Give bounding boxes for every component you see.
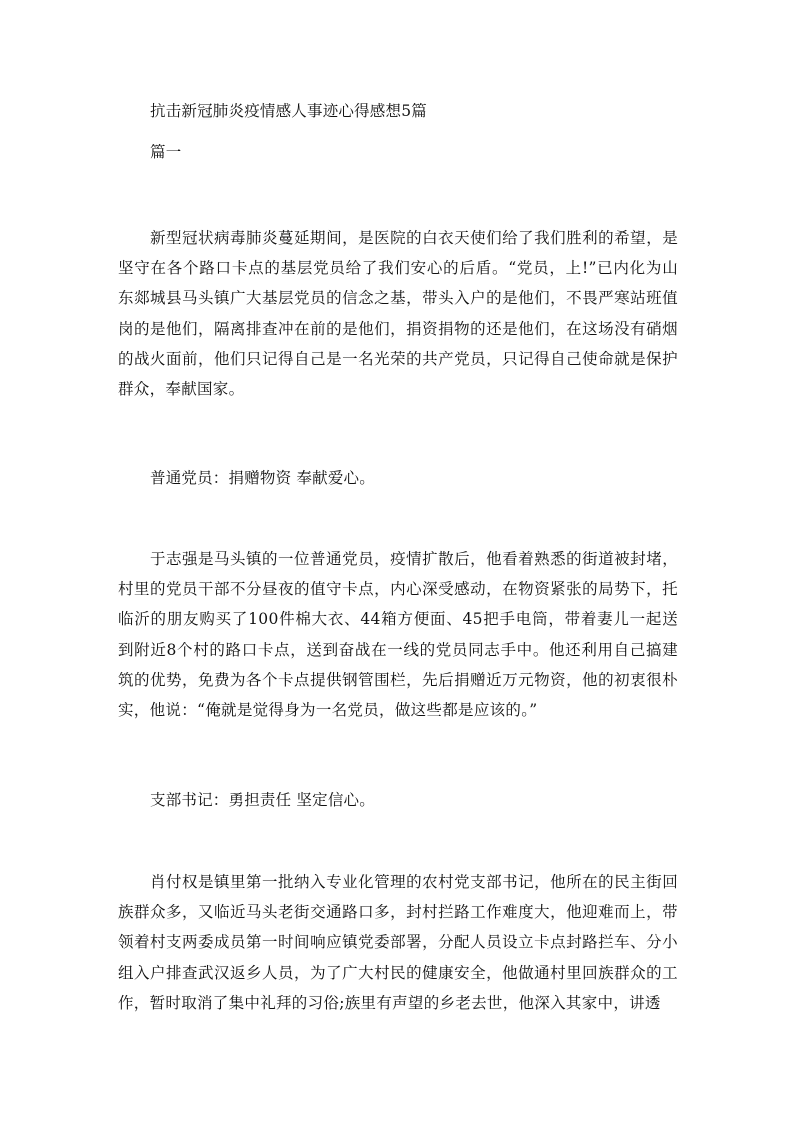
body-paragraph-yu-zhiqiang: 于志强是马头镇的一位普通党员，疫情扩散后，他看着熟悉的街道被封堵，村里的党员干部不分昼夜的值守卡点，内心深受感动，在物资紧张的局势下，托临沂的朋友购买了100件棉大衣、44箱方便面、45把手电筒，带着妻儿一起送到附近8个村的路口卡点，送到奋战在一线的党员同志手中。他还利用自己搞建筑的优势，免费为各个卡点提供钢管围栏，先后捐赠近万元物资，他的初衷很朴实，他说：“俺就是觉得身为一名党员，做这些都是应该的。” — [118, 550, 678, 720]
section-label: 篇一 — [150, 143, 182, 161]
body-paragraph-intro: 新型冠状病毒肺炎蔓延期间，是医院的白衣天使们给了我们胜利的希望，是坚守在各个路口卡点的基层党员给了我们安心的后盾。“党员，上!”已内化为山东郯城县马头镇广大基层党员的信念之基，带头入户的是他们，不畏严寒站班值岗的是他们，隔离排查冲在前的是他们，捐资捐物的还是他们，在这场没有硝烟的战火面前，他们只记得自己是一名光荣的共产党员，只记得自己使命就是保护群众，奉献国家。 — [118, 229, 678, 399]
subheading-branch-secretary: 支部书记：勇担责任 坚定信心。 — [150, 791, 375, 809]
subheading-ordinary-member: 普通党员：捐赠物资 奉献爱心。 — [150, 469, 375, 487]
document-title: 抗击新冠肺炎疫情感人事迹心得感想5篇 — [150, 102, 427, 120]
body-paragraph-xiao-fuquan: 肖付权是镇里第一批纳入专业化管理的农村党支部书记，他所在的民主街回族群众多，又临近马头老街交通路口多，封村拦路工作难度大，他迎难而上，带领着村支两委成员第一时间响应镇党委部署，分配人员设立卡点封路拦车、分小组入户排查武汉返乡人员，为了广大村民的健康安全，他做通村里回族群众的工作，暂时取消了集中礼拜的习俗;族里有声望的乡老去世，他深入其家中，讲透 — [118, 873, 678, 1012]
